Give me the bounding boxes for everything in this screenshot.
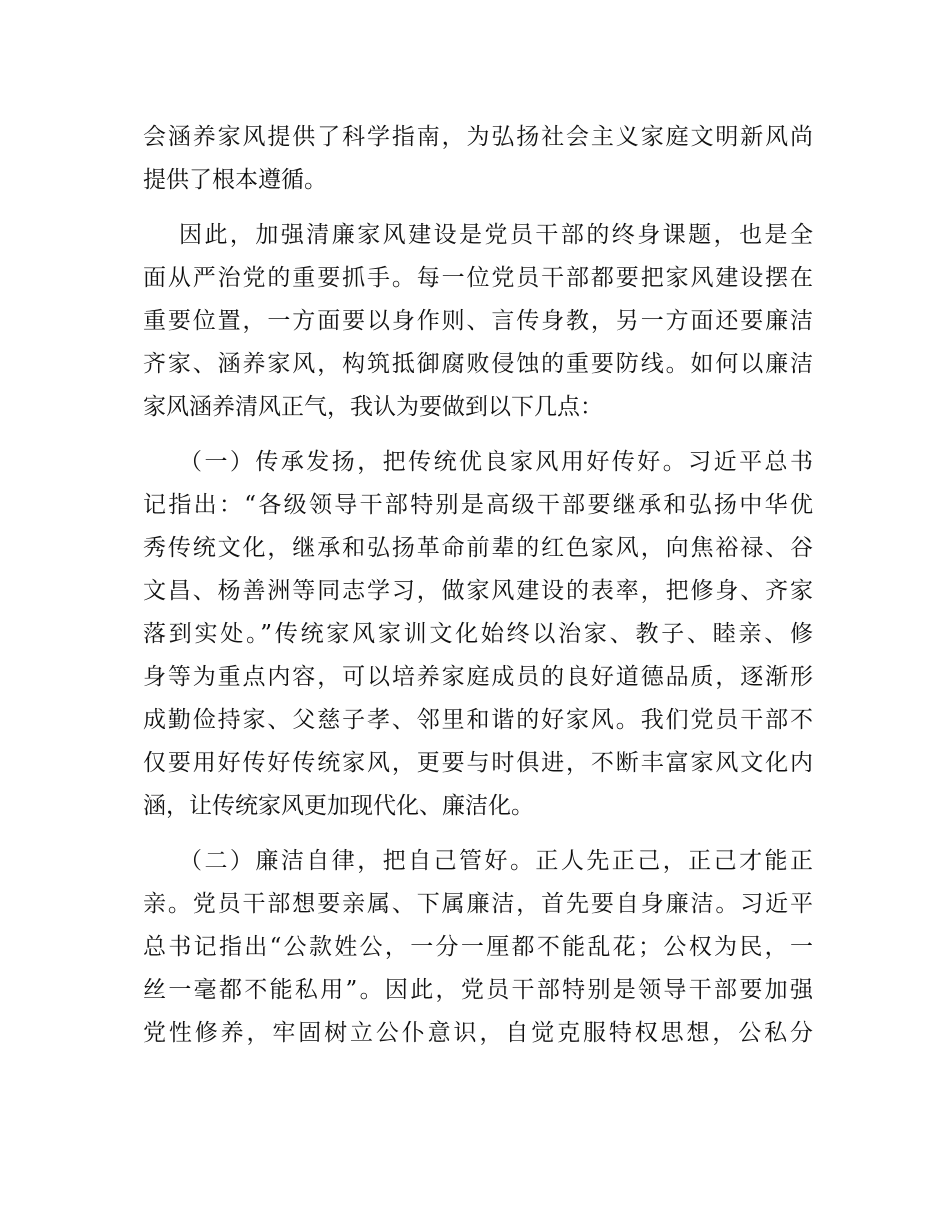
paragraph-line: 重要位置，一方面要以身作则、言传身教，另一方面还要廉洁 (143, 308, 813, 334)
paragraph-line: 记指出：“各级领导干部特别是高级干部要继承和弘扬中华优 (143, 492, 813, 518)
paragraph-line: 面从严治党的重要抓手。每一位党员干部都要把家风建设摆在 (143, 265, 813, 291)
paragraph-line: 党性修养，牢固树立公仆意识，自觉克服特权思想，公私分 (143, 1020, 813, 1046)
paragraph-line: 文昌、杨善洲等同志学习，做家风建设的表率，把修身、齐家 (143, 578, 813, 604)
paragraph-line: 因此，加强清廉家风建设是党员干部的终身课题，也是全 (179, 222, 813, 248)
paragraph-line: 亲。党员干部想要亲属、下属廉洁，首先要自身廉洁。习近平 (143, 891, 813, 917)
paragraph-line: （一）传承发扬，把传统优良家风用好传好。习近平总书 (179, 449, 813, 475)
paragraph-line: 落到实处。”传统家风家训文化始终以治家、教子、睦亲、修 (143, 621, 813, 647)
paragraph-line: 身等为重点内容，可以培养家庭成员的良好道德品质，逐渐形 (143, 664, 813, 690)
paragraph-line: 仅要用好传好传统家风，更要与时俱进，不断丰富家风文化内 (143, 750, 813, 776)
paragraph-line: 提供了根本遵循。 (143, 167, 327, 193)
paragraph-1 (143, 116, 813, 202)
paragraph-line: 齐家、涵养家风，构筑抵御腐败侵蚀的重要防线。如何以廉洁 (143, 351, 813, 377)
paragraph-line: 总书记指出“公款姓公，一分一厘都不能乱花；公权为民，一 (143, 934, 813, 960)
paragraph-line: 秀传统文化，继承和弘扬革命前辈的红色家风，向焦裕禄、谷 (143, 535, 813, 561)
paragraph-line: 丝一毫都不能私用”。因此，党员干部特别是领导干部要加强 (143, 977, 813, 1003)
paragraph-line: 家风涵养清风正气，我认为要做到以下几点： (143, 394, 603, 420)
paragraph-2 (143, 214, 813, 429)
paragraph-3 (143, 441, 813, 828)
paragraph-line: 涵，让传统家风更加现代化、廉洁化。 (143, 793, 534, 819)
paragraph-line: 会涵养家风提供了科学指南，为弘扬社会主义家庭文明新风尚 (143, 124, 813, 150)
paragraph-line: 成勤俭持家、父慈子孝、邻里和谐的好家风。我们党员干部不 (143, 707, 813, 733)
paragraph-4 (143, 840, 813, 1055)
paragraph-line: （二）廉洁自律，把自己管好。正人先正己，正己才能正 (179, 848, 813, 874)
